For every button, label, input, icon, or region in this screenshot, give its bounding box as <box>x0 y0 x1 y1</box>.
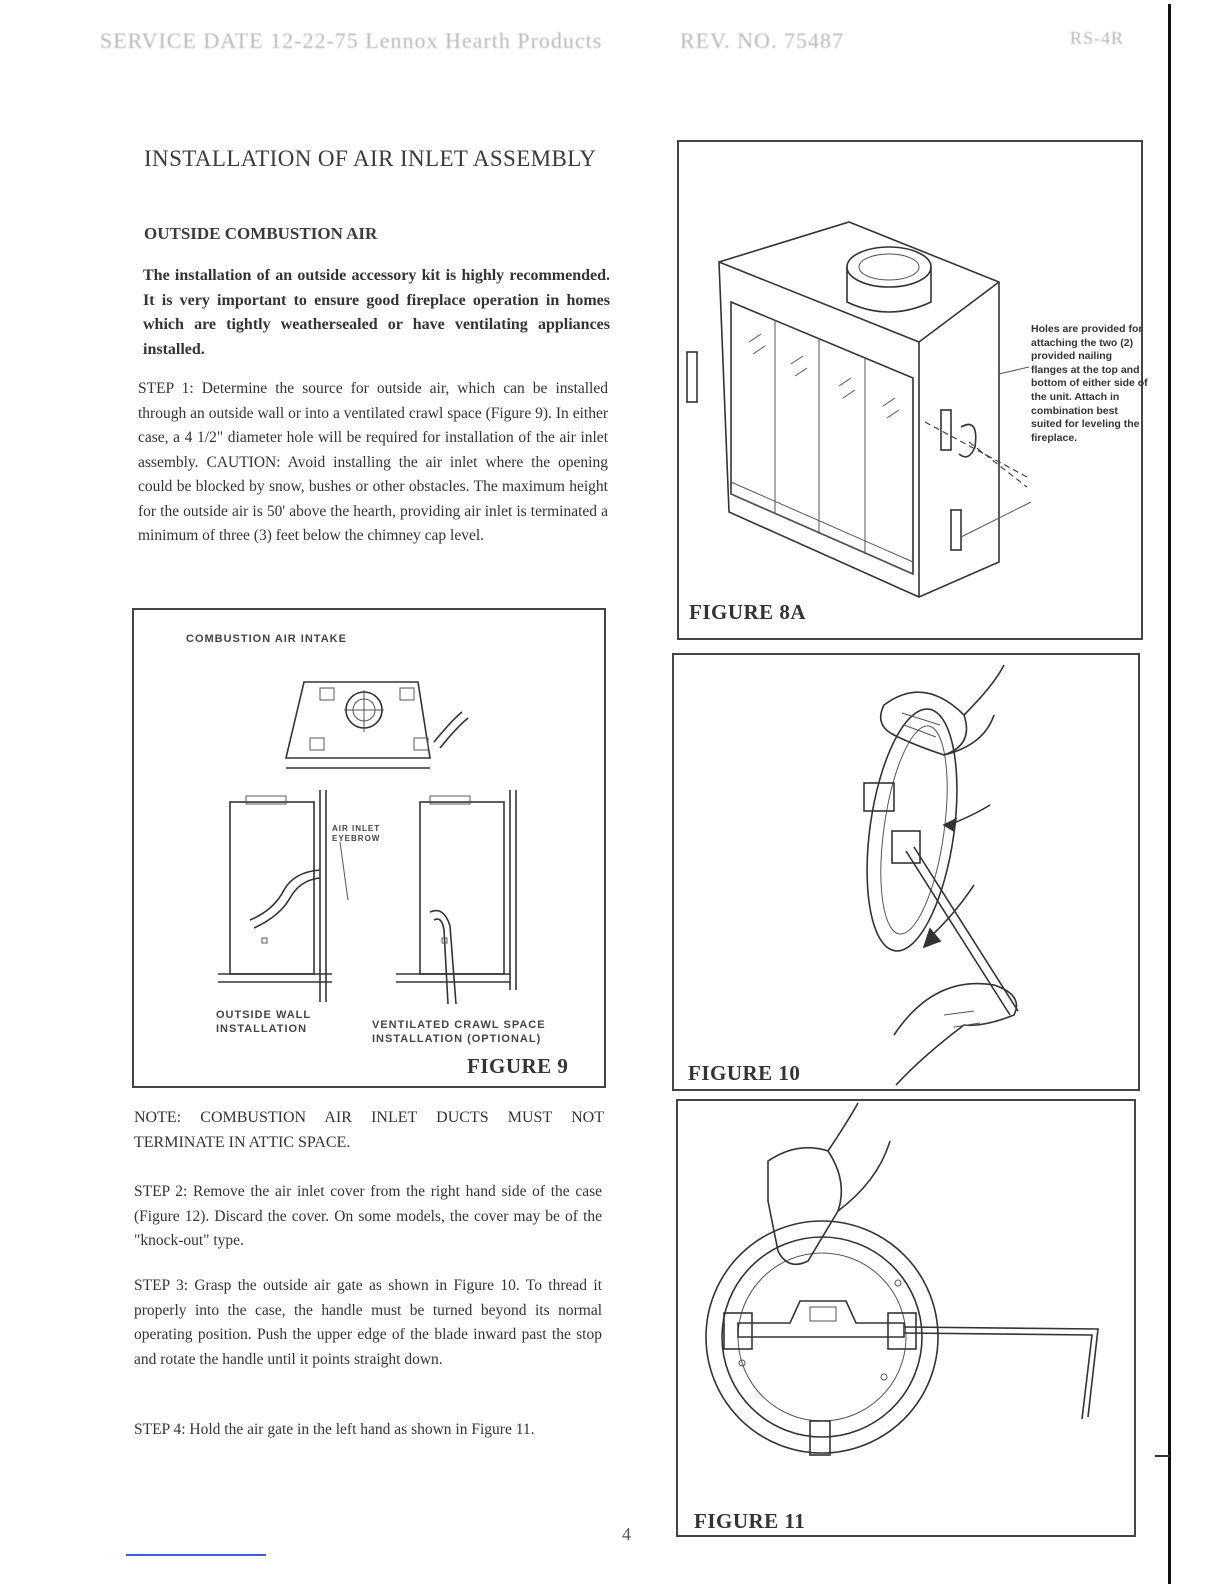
faded-header-mid: REV. NO. 75487 <box>680 28 844 53</box>
page-edge-line <box>1168 4 1171 1584</box>
ring-tab-bottom <box>810 1421 830 1455</box>
figure8a-note: Holes are provided for attaching the two (2) provided nailing flanges at the top and bottom of either side of the unit. Attach in combination best suited for leveling the fireplace. <box>1031 323 1148 444</box>
gate-crossbar <box>738 1301 904 1337</box>
ring-tab-right <box>888 1313 916 1349</box>
figure-10 <box>672 653 1140 1091</box>
step3-paragraph: STEP 3: Grasp the outside air gate as shown in Figure 10. To thread it properly into the case, the handle must be turned beyond its normal operating position. Push the upper edge of the blade inward past the stop and rotate the handle until it points straight down. <box>134 1277 602 1368</box>
attic-note: NOTE: COMBUSTION AIR INLET DUCTS MUST NOT TERMINATE IN ATTIC SPACE. <box>134 1109 604 1151</box>
section-heading: OUTSIDE COMBUSTION AIR <box>144 224 378 243</box>
step2-paragraph: STEP 2: Remove the air inlet cover from the right hand side of the case (Figure 12). Discard the cover. On some models, the cover may be of the "knock-out" type. <box>134 1183 602 1249</box>
intake-screw-3 <box>310 738 324 750</box>
figure-8a <box>677 140 1148 640</box>
figure8a-label: FIGURE 8A <box>689 600 807 624</box>
figure-11 <box>676 1099 1136 1537</box>
eyebrow-label: AIR INLET EYEBROW <box>332 824 381 843</box>
figure-9 <box>132 608 606 1088</box>
intake-handle <box>434 712 468 748</box>
page-title: INSTALLATION OF AIR INLET ASSEMBLY <box>144 146 597 171</box>
lower-hand <box>894 984 1017 1085</box>
edge-tick <box>1155 1455 1169 1457</box>
crawl-space-caption: VENTILATED CRAWL SPACE INSTALLATION (OPTIONAL) <box>372 1019 546 1045</box>
figure11-label: FIGURE 11 <box>694 1509 806 1533</box>
figure11-drawing <box>678 1101 1138 1539</box>
faded-header-right: RS-4R <box>1070 28 1125 48</box>
rotate-arrow-2 <box>930 885 974 937</box>
gate-bracket-2 <box>892 831 920 863</box>
leader-line-2 <box>969 442 1027 487</box>
step1-paragraph: STEP 1: Determine the source for outside air, which can be installed through an outside wall or into a ventilated crawl space (Figure 9). In either case, a 4 1/2" diameter hole will be required for installation of the air inlet assembly. CAUTION: Avoid installing the air inlet where the opening could be blocked by snow, bushes or other obstacles. The maximum height for the outside air is 50' above the hearth, providing air inlet is terminated a minimum of three (3) feet below the chimney cap level. <box>138 380 608 544</box>
nailing-flange-left <box>687 352 697 402</box>
intake-screw-2 <box>400 688 414 700</box>
intro-paragraph: The installation of an outside accessory kit is highly recommended. It is very important to ensure good fireplace operation in homes which are tightly weathersealed or have ventilating appliances installed. <box>143 267 610 358</box>
figure10-drawing <box>674 655 1142 1093</box>
figure9-header: COMBUSTION AIR INTAKE <box>186 633 347 645</box>
leader-line-3 <box>961 502 1031 537</box>
nailing-flange-right-bottom <box>951 510 961 550</box>
outside-wall-caption: OUTSIDE WALL INSTALLATION <box>216 1009 311 1035</box>
outside-wall-unit <box>230 802 314 974</box>
outside-wall-duct <box>250 870 320 920</box>
step4-paragraph: STEP 4: Hold the air gate in the left hand as shown in Figure 11. <box>134 1421 535 1438</box>
nailing-flange-right-top <box>941 410 951 450</box>
flange-detail <box>959 425 976 457</box>
flue-collar <box>847 247 931 287</box>
crawl-space-unit <box>420 802 504 974</box>
figure10-label: FIGURE 10 <box>688 1061 801 1085</box>
intake-screw-1 <box>320 688 334 700</box>
page-number: 4 <box>622 1524 631 1544</box>
intake-screw-4 <box>414 738 428 750</box>
upper-hand <box>881 692 967 755</box>
fireplace-glass <box>731 302 913 574</box>
figure9-label: FIGURE 9 <box>467 1054 569 1078</box>
footer-link-underline[interactable] <box>126 1554 266 1556</box>
faded-header-text: SERVICE DATE 12-22-75 Lennox Hearth Products <box>100 28 603 53</box>
